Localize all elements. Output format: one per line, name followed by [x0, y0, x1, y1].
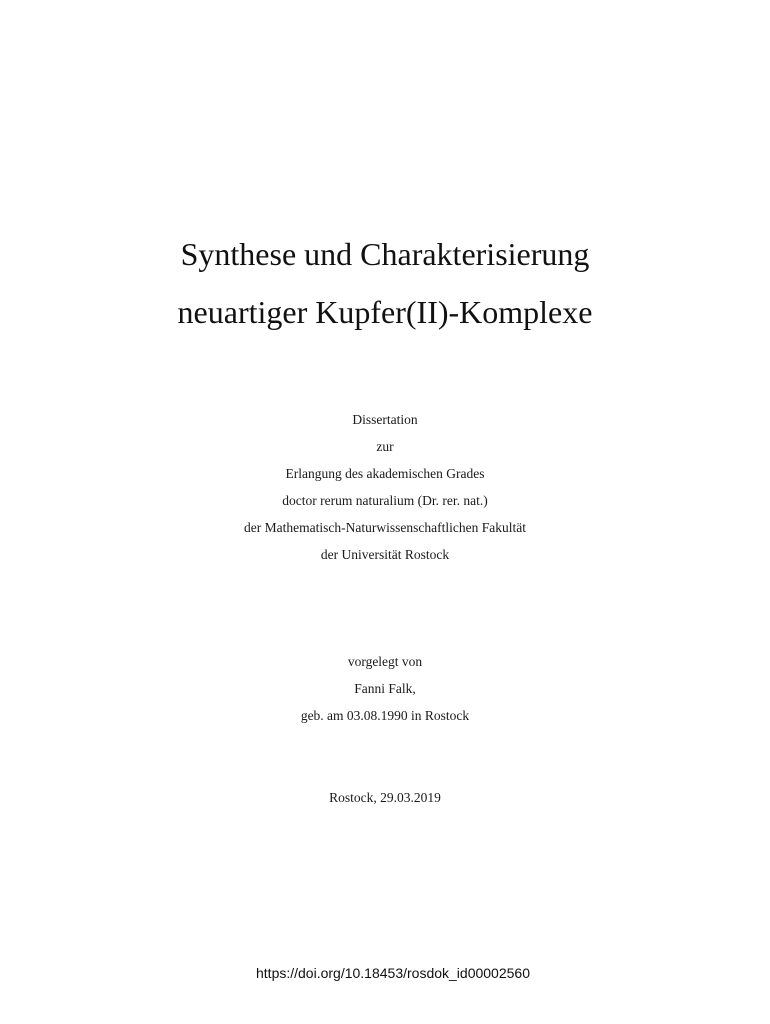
- title-line-1: Synthese und Charakterisierung: [180, 236, 590, 272]
- author-name: Fanni Falk,: [354, 681, 416, 696]
- degree-line-fakultaet: der Mathematisch-Naturwissenschaftlichen Fakultät: [244, 520, 526, 535]
- author-birth: geb. am 03.08.1990 in Rostock: [300, 708, 470, 723]
- degree-line-dissertation: Dissertation: [352, 412, 418, 427]
- degree-line-universitaet: der Universität Rostock: [320, 547, 450, 562]
- author-line-vorgelegt: vorgelegt von: [347, 654, 423, 669]
- title-line-2: neuartiger Kupfer(II)-Komplexe: [177, 294, 593, 330]
- place-date: Rostock, 29.03.2019: [329, 790, 441, 805]
- degree-line-doctor: doctor rerum naturalium (Dr. rer. nat.): [282, 493, 488, 508]
- doi-link[interactable]: https://doi.org/10.18453/rosdok_id00002560: [256, 965, 530, 981]
- degree-line-zur: zur: [376, 439, 394, 454]
- degree-line-erlangung: Erlangung des akademischen Grades: [285, 466, 485, 481]
